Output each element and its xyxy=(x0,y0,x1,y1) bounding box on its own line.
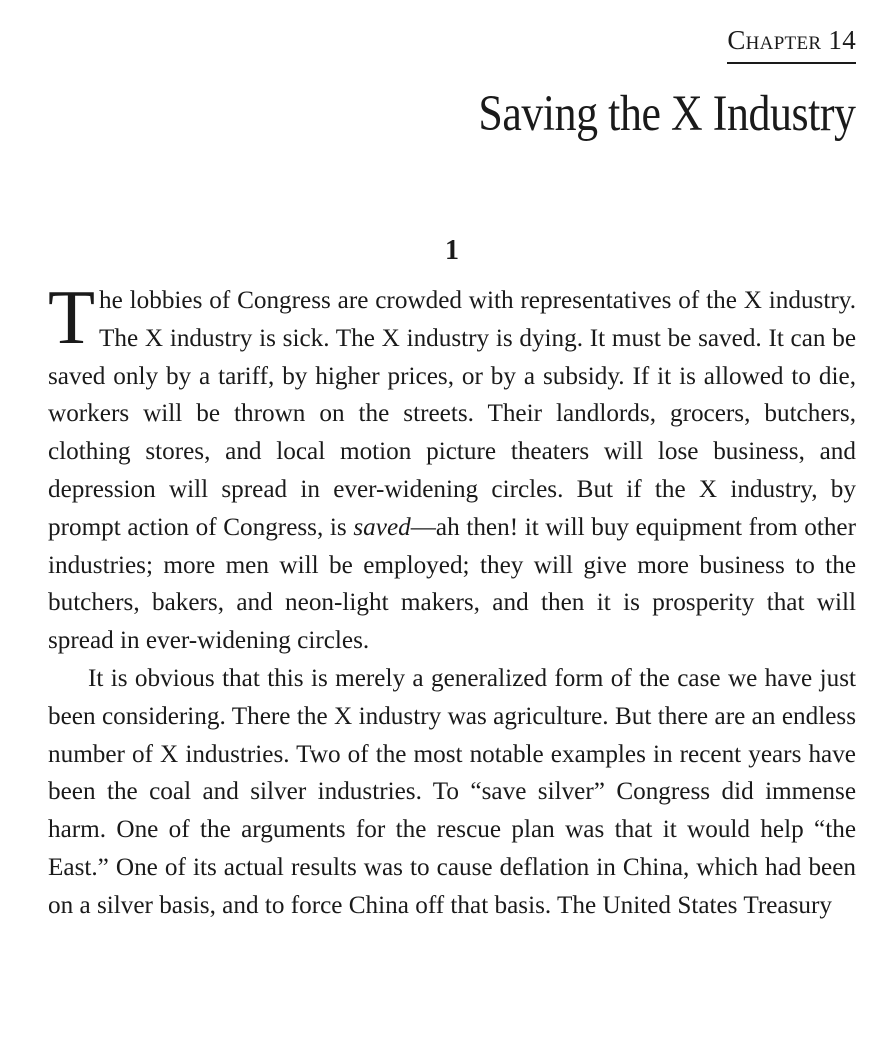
body-text xyxy=(48,274,856,925)
emphasized-word: saved xyxy=(353,513,411,541)
section-number: 1 xyxy=(445,235,459,266)
paragraph-1-text-after: —ah then! it will buy equipment from other industries; more men will be employed; they will give more business to the butchers, bakers, and neon-light makers, and then it is prosperity that will spread in ever-widening circles. xyxy=(48,513,856,655)
paragraph-1 xyxy=(48,274,856,660)
paragraph-2: It is obvious that this is merely a generalized form of the case we have just been considering. There the X industry was agriculture. But there are an endless number of X industries. Two of the most notable examples in recent years have been the coal and silver industries. To “save silver” Congress did immense harm. One of the arguments for the rescue plan was that it would help “the East.” One of its actual results was to cause deflation in China, which had been on a silver basis, and to force China off that basis. The United States Treasury xyxy=(48,664,856,919)
book-page xyxy=(48,0,856,1055)
drop-cap: T xyxy=(48,274,96,360)
chapter-title: Saving the X Industry xyxy=(478,86,856,142)
paragraph-1-text-before: he lobbies of Congress are crowded with representatives of the X industry. The X industry is sick. The X industry is dying. It must be saved. It can be saved only by a tariff, by higher prices, or by a subsidy. If it is allowed to die, workers will be thrown on the streets. Their landlords, grocers, butchers, clothing stores, and local motion picture theaters will lose business, and depression will spread in ever-widening circles. But if the X industry, by prompt action of Congress, is xyxy=(48,287,856,541)
chapter-label: Chapter 14 xyxy=(727,24,856,64)
